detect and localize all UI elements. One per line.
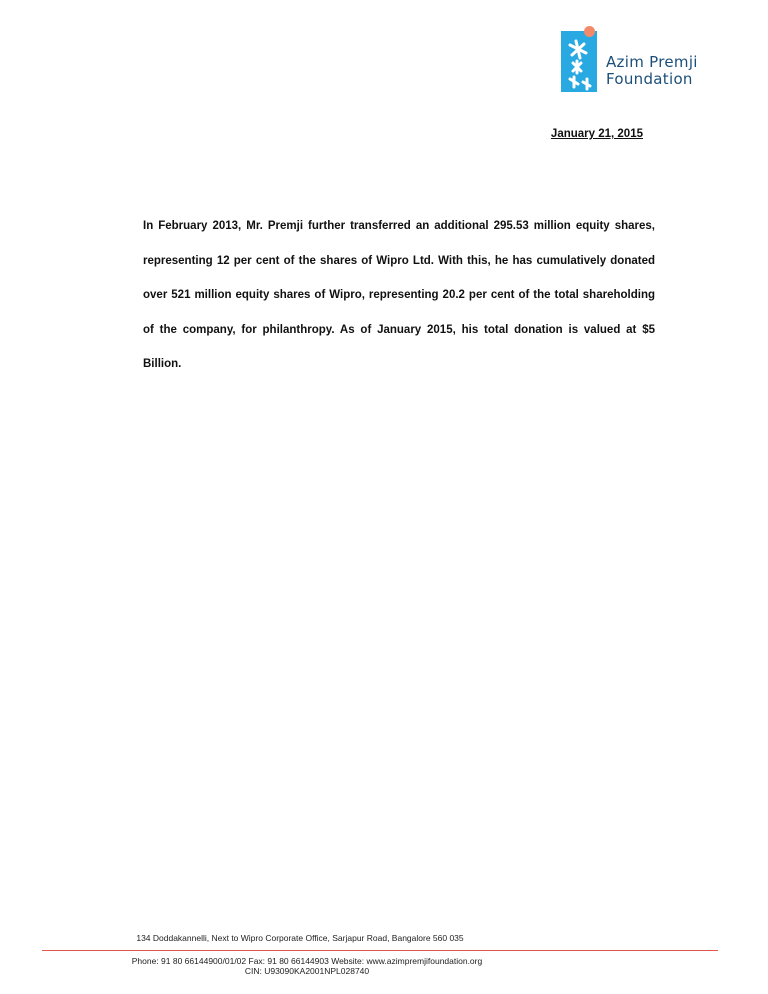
logo-line-1: Azim Premji — [606, 53, 698, 71]
footer-address: 134 Doddakannelli, Next to Wipro Corporate Office, Sarjapur Road, Bangalore 560 035 — [136, 933, 464, 943]
foundation-logo — [561, 26, 711, 96]
logo-line-2: Foundation — [606, 70, 693, 88]
letter-date: January 21, 2015 — [550, 128, 643, 140]
footer-divider — [42, 950, 718, 951]
logo-mark-icon — [561, 31, 597, 92]
logo-dot — [584, 26, 595, 37]
footer-cin: CIN: U93090KA2001NPL028740 — [244, 966, 370, 976]
body-paragraph: In February 2013, Mr. Premji further transferred an additional 295.53 million equity shares, representing 12 per cent of the shares of Wipro Ltd. With this, he has cumulatively donated over 521 million equity shares of Wipro, representing 20.2 per cent of the total shareholding of the company, for philanthropy. As of January 2015, his total donation is valued at $5 Billion. — [143, 220, 655, 370]
footer-contact: Phone: 91 80 66144900/01/02 Fax: 91 80 66144903 Website: www.azimpremjifoundation.org — [131, 956, 483, 966]
logo-wordmark — [606, 54, 698, 88]
